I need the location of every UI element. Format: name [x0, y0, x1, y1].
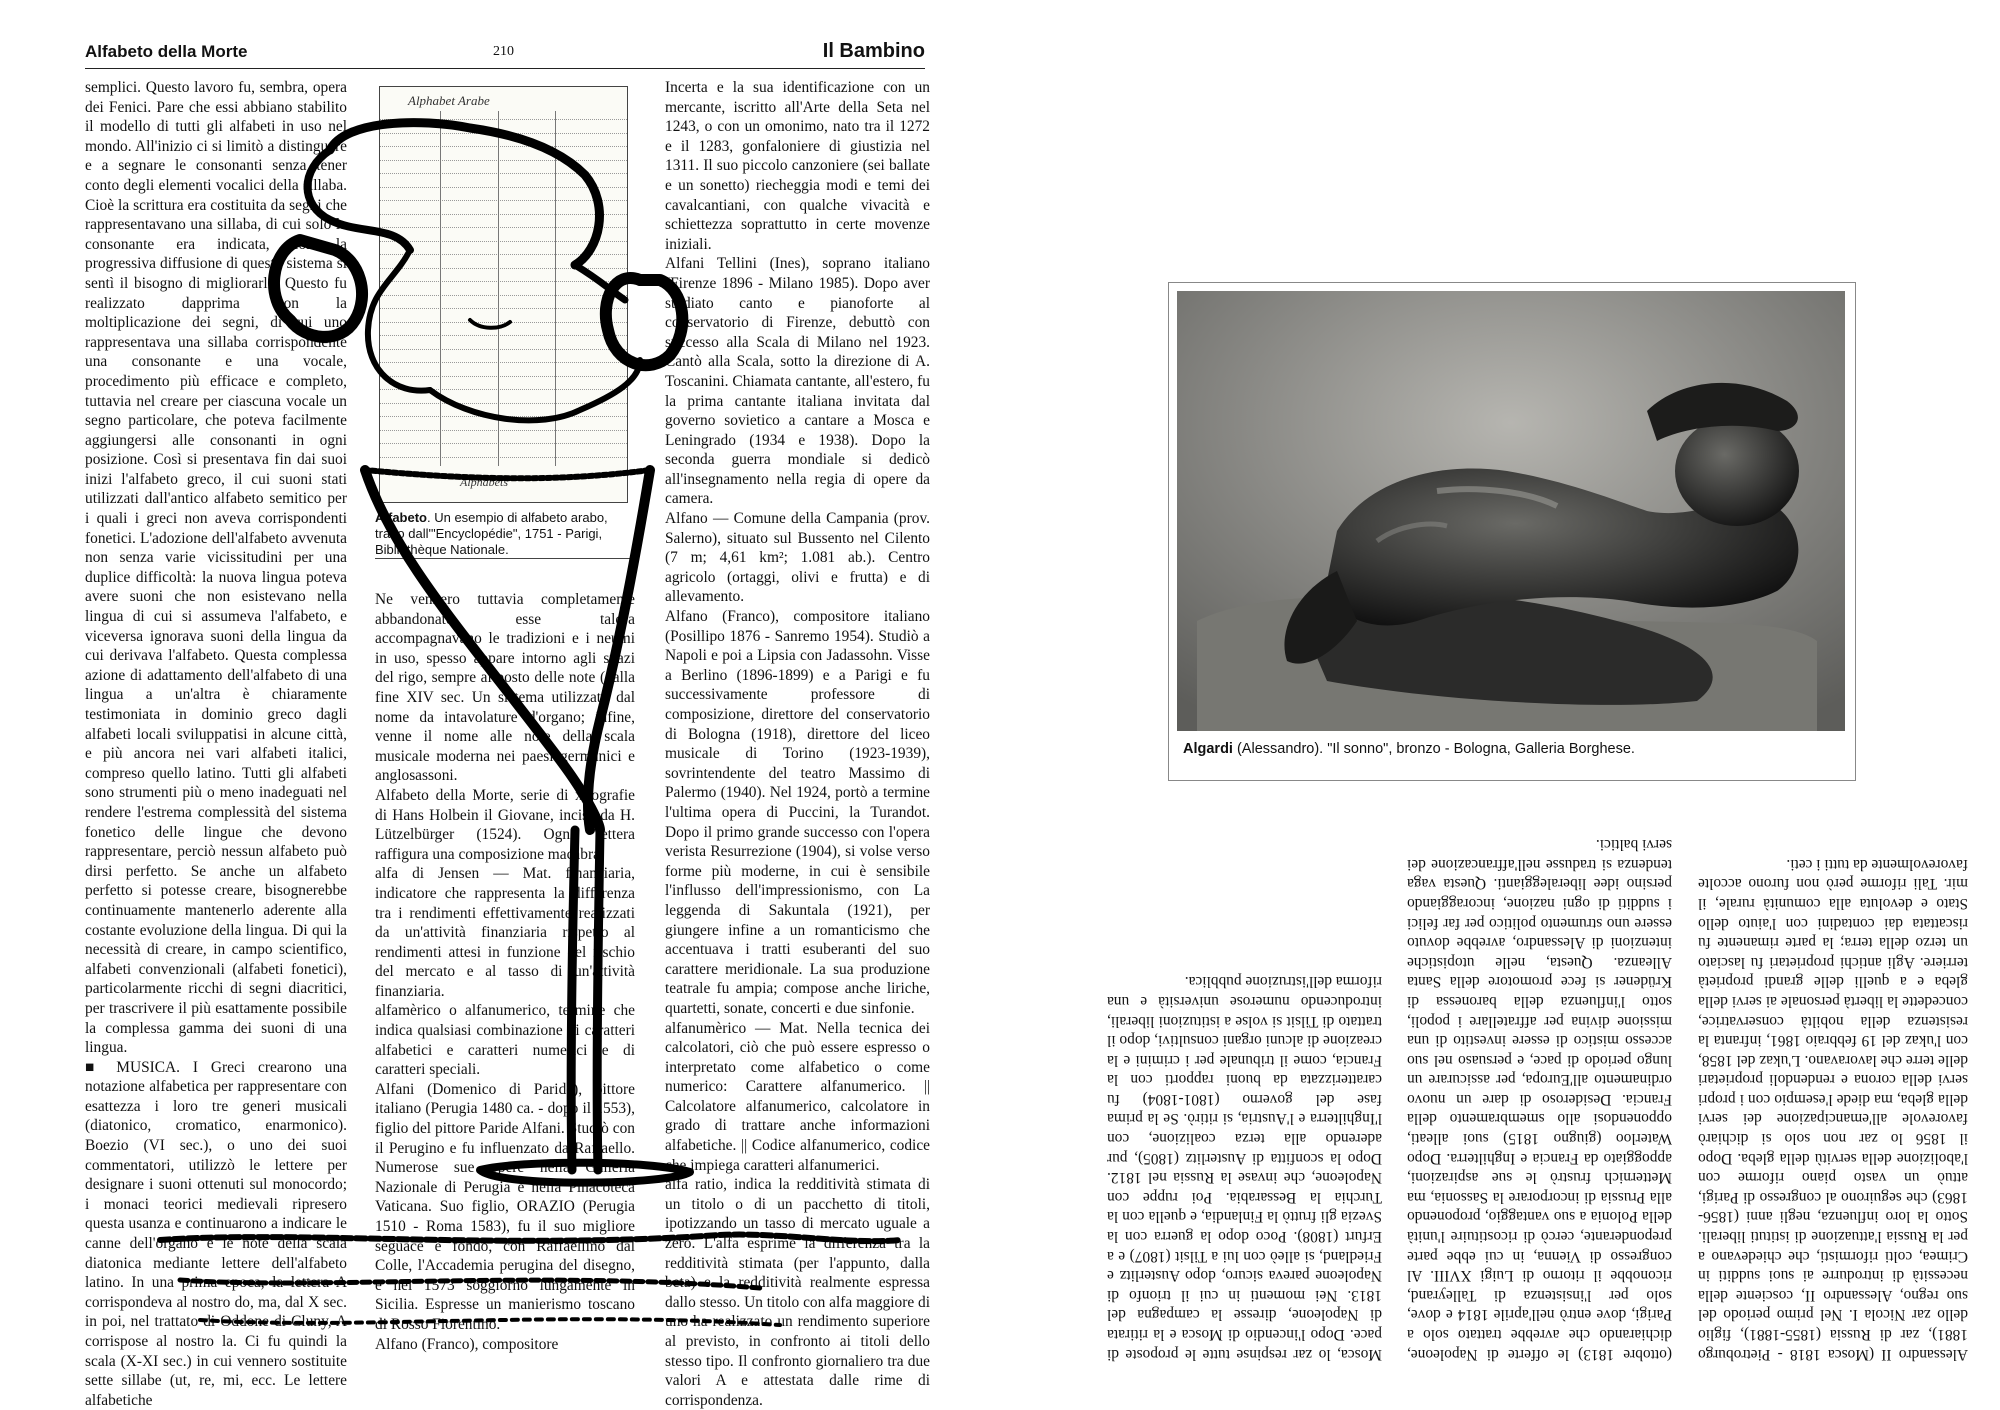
figure-caption-label: Alfabeto [375, 510, 427, 525]
entry-alfa-ratio: alfa ratio, indica la redditività stimata di un titolo o di un pacchetto di titoli, ipotizzando un tasso di mercato uguale a zero. L'alfa esprime la differenza tra la redditività stimata (per l'appunto, dalla beta) e la redditività realmente espressa dallo stesso. Un titolo con alfa maggiore di uno ha realizzato un rendimento superiore al previsto, in confronto ai titoli dello stesso tipo. Il confronto giornaliero tra due valori A e attestata dalle rime di corrispondenza. [665, 1176, 931, 1409]
left-page [0, 0, 960, 1407]
running-head-right: Il Bambino [822, 40, 925, 62]
entry-alfani: Alfani (Domenico di Paride), pittore italiano (Perugia 1480 ca. - dopo il 1553), figlio del pittore Paride Alfani. Studiò con il Perugino e fu influenzato da Raffaello. Numerose sue opere nella Galleria Nazionale di Perugia e nella Pinacoteca Vaticana. Suo figlio, ORAZIO (Perugia 1510 - Roma 1583), fu il suo migliore seguace e fondò, con Raffaellino dal Colle, l'Accademia perugina del disegno, e nel 1573 soggiornò lungamente in Sicilia. Espresse un manierismo toscano di Rosso Fiorentino. [375, 1080, 635, 1333]
bronze-sculpture-image [1177, 291, 1845, 731]
figure-caption-text: . Un esempio di alfabeto arabo, tratto dall'"Encyclopédie", 1751 - Parigi, Bibliothèque Nationale. [375, 510, 608, 557]
table-row-rule [380, 119, 627, 120]
entry-alfanumerico: alfanumèrico — Mat. Nella tecnica dei calcolatori, ciò che può essere espresso o interpretato come alfabetico o come numerico: Carattere alfanumerico. || Calcolatore alfanumerico, calcolatore in grado di trattare anche informazioni alfabetiche. || Codice alfanumerico, codice che impiega caratteri alfanumerici. [665, 1019, 930, 1174]
table-footer: Alphabets [460, 475, 508, 489]
table-row-rule [380, 457, 627, 458]
sculpture-figure [1168, 282, 1856, 781]
figure-rule [375, 558, 630, 559]
text-column-2 [375, 590, 635, 1400]
table-row-rule [380, 241, 627, 242]
entry-alfani-tellini: Alfani Tellini (Ines), soprano italiano (Firenze 1896 - Milano 1985). Dopo aver studiato canto e pianoforte al conservatorio di Firenze, debuttò con successo alla Scala di Milano nel 1923. Cantò alla Scala, sotto la direzione di A. Toscanini. Chiamata cantante, all'estero, fu la prima cantante italiana invitata dal governo sovietico a cantare a Mosca e Leningrado (1934 e 1938). Dopo la seconda guerra mondiale si dedicò all'insegnamento nella regia di opere da camera. [665, 255, 930, 508]
table-row-rule [380, 308, 627, 309]
table-row-rule [380, 200, 627, 201]
entry-alfa-di-jensen: alfa di Jensen — Mat. finanziaria, indicatore che rappresenta la differenza tra i rendimenti effettivamente realizzati da un'attività finanziaria rispetto al rendimenti attesi in funzione del rischio del mercato e al tasso di un'attività finanziaria. [375, 865, 635, 1000]
table-row-rule [380, 416, 627, 417]
paragraph-musica: ■ MUSICA. I Greci crearono una notazione alfabetica per rappresentare con esattezza i loro tre generi musicali (diatonico, cromatico, enarmonico). Boezio (VI sec.), o uno dei suoi commentatori, utilizzò le lettere per designare i suoni ottenuti sul monocordo; i monaci teorici medievali ripresero questa usanza e continuarono a indicare le canne dell'organo e le note della scala diatonica mediante lettere dell'alfabeto latino. In una prima epoca, la lettera A corrispondeva al nostro do, ma, dal X sec. in poi, nel trattato di Oddone di Cluny, A corrispose al nostro la. Ci fu quindi la scala (X-XI sec.) in cui vennero sostituite sette sillabe (ut, re, mi, ecc. Le lettere alfabetiche [85, 1058, 347, 1409]
table-row-rule [380, 322, 627, 323]
table-column-rule [498, 111, 499, 466]
page-number: 210 [493, 44, 514, 59]
paragraph: Incerta e la sua identificazione con un mercante, iscritto all'Arte della Seta nel 1243, o con un omonimo, nato tra il 1272 e il 1283, gonfaloniere di giustizia nel 1311. Il suo piccolo canzoniere (sei ballate e un sonetto) riecheggia modi e temi dei cavalcantiani, con qualche vivacità e schiettezza soprattutto in certe movenze iniziali. [665, 79, 930, 253]
text-column-1 [85, 78, 347, 1409]
table-row-rule [380, 254, 627, 255]
entry-alfano-short: Alfano (Franco), compositore [375, 1335, 559, 1353]
table-row-rule [380, 146, 627, 147]
paragraph: Mosca, lo zar respinse tutte le proposte di pace. Dopo l'incendio di Mosca e la ritirata di Napoleone, diresse la campagna del 1813. Nei momenti in cui il trionfo di Napoleone pareva sicuro, dopo Austerlitz e Friedland, si alleò con lui a Tilsit (1807) e a Erfurt (1808). Poco dopo la guerra con la Svezia gli fruttò la Finlandia, e quella con la Turchia la Bessarabia. Poi ruppe con Napoleone, che invase la Russia nel 1812. Dopo la sconfitta di Austerlitz (1805), pur aderendo alla terza coalizione, con l'Inghilterra e l'Austria, si ritirò. Se la prima fase del governo (1801-1804) fu caratterizzata da buoni rapporti con la Francia, come il tribunale per i crimini e la creazione di alcuni organi consultivi, dopo il trattato di Tilsit si volse a istituzioni liberali, introducendo numerose università e una riforma dell'istruzione pubblica. [1107, 973, 1382, 1363]
photo-caption-label: Algardi [1183, 741, 1233, 757]
table-row-rule [380, 133, 627, 134]
table-row-rule [380, 443, 627, 444]
alphabet-figure [375, 84, 630, 572]
table-row-rule [380, 362, 627, 363]
entry-alessandro-ii: Alessandro II (Mosca 1818 - Pietroburgo 1881), zar di Russia (1855-1881), figlio dello zar Nicola I. Nel primo periodo del suo regno, Alessandro II, cosciente della necessità di introdurre ai suoi sudditi in Crimea, colti riformisti, che chiedevano a per la Russia l'attuazione di istituti liberali. Sotto la loro influenza, negli anni (1856-1863) che seguirono al congresso di Parigi, attuò un vasto piano riforme con l'abolizione della servitù della gleba. Dopo il 1856 lo zar non solo si dichiarò favorevole all'emancipazione dei servi della gleba, ma diede l'esempio con i propri servi della corona e rendendoli proprietari delle terre che lavoravano. L'ukaz del 1858, con l'ukaz del 19 febbraio 1861, infranta la resistenza della nobiltà conservatrice, concedette la libertà personale ai servi della gleba e a quelli delle grandi proprietà terriere. Agli antichi proprietari fu lasciato un terzo della terra; la parte rimanente fu riscattata dai contadini con l'aiuto dello Stato e devoluta alla comunità rurale, il mir. Tali riforme però non furono accolte favorevolmente da tutti i ceti. [1698, 855, 1968, 1363]
table-row-rule [380, 214, 627, 215]
table-row-rule [380, 160, 627, 161]
table-row-rule [380, 268, 627, 269]
table-title: Alphabet Arabe [408, 93, 490, 108]
table-row-rule [380, 187, 627, 188]
table-row-rule [380, 430, 627, 431]
arabic-alphabet-table [379, 86, 628, 503]
running-head [85, 42, 925, 69]
table-row-rule [380, 295, 627, 296]
table-row-rule [380, 281, 627, 282]
table-column-rule [440, 111, 441, 466]
table-column-rule [555, 111, 556, 466]
paragraph: semplici. Questo lavoro fu, sembra, opera dei Fenici. Pare che essi abbiano stabilito il modello di tutti gli alfabeti in uso nel mondo. All'inizio ci si limitò a distinguere e a segnare le consonanti senza tener conto degli elementi vocalici della sillaba. Cioè la scrittura era costituita da segni che rappresentavano una sillaba, di cui solo la consonante era indicata, con la progressiva diffusione di questo sistema si sentì il bisogno di migliorarlo. Questo fu realizzato dapprima con la moltiplicazione dei segni, di cui uno rappresentava una sillaba corrispondente una consonante e una vocale, procedimento più efficace e completo, tuttavia nel creare per ciascuna vocale un segno particolare, che poteva facilmente aggiungersi alle consonanti in ogni posizione. Così si presentava fin dai suoi inizi l'alfabeto greco, il cui suoni stati utilizzati dall'antico alfabeto semitico per i quali i greci non aveva corrispondenti fonetici. L'adozione dell'alfabeto avvenuta non senza varie vicissitudini per una duplice difficoltà: la nuova lingua poteva avere suoni che non esistevano nella lingua di cui si assumeva l'alfabeto, e viceversa ignorava suoni della lingua da cui derivava l'alfabeto. Questa complessa azione di adattamento dell'alfabeto di una lingua a un'altra è chiaramente testimoniata in dominio greco dagli alfabeti locali sviluppatisi in alcune città, e più ancora nei vari alfabeti italici, compreso quello latino. Tutti gli alfabeti sono strumenti più o meno inadeguati nel rendere l'estrema complessità del sistema fonetico delle lingue che devono rappresentare, perciò nessun alfabeto può dirsi perfetto. Se anche un alfabeto perfetto si potesse creare, bisognerebbe continuamente mantenerlo aderente alla costante evoluzione della lingua. Di qui la necessità di creare, in campo scientifico, alfabeti convenzionali (alfabeti fonetici), particolarmente ricchi di segni diacritici, per trascrivere il più esattamente possibile la complessa gamma dei suoni di una lingua. [85, 79, 347, 1057]
table-row-rule [380, 376, 627, 377]
table-row-rule [380, 403, 627, 404]
figure-caption [375, 510, 630, 558]
photo-caption-text: (Alessandro). "Il sonno", bronzo - Bologna, Galleria Borghese. [1232, 741, 1635, 757]
photo-caption [1183, 741, 1635, 757]
sculpture-photo [1177, 291, 1845, 731]
text-column-3 [665, 78, 931, 1409]
running-head-left: Alfabeto della Morte [85, 42, 248, 61]
table-row-rule [380, 349, 627, 350]
entry-alfamerico: alfamèrico o alfanumerico, termine che indica qualsiasi combinazione di caratteri alfabetici e caratteri numerici e di caratteri speciali. [375, 1002, 635, 1079]
table-row-rule [380, 173, 627, 174]
table-row-rule [380, 335, 627, 336]
paragraph: Ne vennero tuttavia completamente abbandonate, esse talora accompagnavano le tradizioni e i neumi in uso, spesso appare intorno agli spazi del rigo, sempre al posto delle note (dalla fine XIV sec. Un sistema utilizzato dal nome da intavolature d'organo; infine, venne il nome alle note della scala musicale moderna nei paesi germanici e anglosassoni. [375, 591, 635, 785]
table-row-rule [380, 389, 627, 390]
paragraph: (ottobre 1813) le offerte di Napoleone, dichiarando che avrebbe trattato solo a Parigi, dove entrò nell'aprile 1814 e dove, solo per l'insistenza di Talleyrand, riconobbe il ritorno di Luigi XVIII. Al congresso di Vienna, in cui ebbe parte preponderante, cercò di ricostituire l'unità della Polonia a suo vantaggio, proponendo alla Prussia di incorporare la Sassonia, ma Metternich frustrò le sue aspirazioni, appoggiato da Francia e Inghilterra. Dopo Waterloo (giugno 1815) suoi alleati, opponendosi allo smembramento della Francia. Desideroso di dare un nuovo ordinamento all'Europa, per assicurare un lungo periodo di pace, e persuaso nel suo accesso mistico di essere investito di una missione divina per affratellare i popoli, sotto l'influenza della baronessa di Krüdener si fece promotore della Santa Alleanza. Questa, nelle utopistiche intenzioni di Alessandro, avrebbe dovuto essere uno strumento politico per far felici i sudditi di ogni nazione, incoraggiando persino idee liberaleggianti. Questa vaga tendenza si tradusse nell'affrancazione dei servi baltici. [1407, 836, 1672, 1363]
entry-alfabeto-della-morte: Alfabeto della Morte, serie di xilografie di Hans Holbein il Giovane, incise da H. Lützelbürger (1524). Ogni lettera raffigura una composizione macabra. [375, 786, 635, 863]
entry-alfano-comune: Alfano — Comune della Campania (prov. Salerno), situato sul Bussento nel Cilento (7 m; 4,61 km²; 1.081 ab.). Centro agricolo (ortaggi, olivi e frutta) e di allevamento. [665, 510, 930, 606]
entry-alfano-franco: Alfano (Franco), compositore italiano (Posillipo 1876 - Sanremo 1954). Studiò a Napoli e poi a Lipsia con Jadassohn. Visse a Berlino (1896-1899) e a Parigi e fu successivamente professore di composizione, direttore del conservatorio di Bologna (1918), direttore del liceo musicale di Torino (1923-1939), sovrintendente del teatro Massimo di Palermo (1940). Nel 1924, portò a termine l'ultima opera di Puccini, la Turandot. Dopo il primo grande successo con l'opera verista Resurrezione (1904), si volse verso forme più moderne, in cui è sensibile l'influsso dell'impressionismo, con La leggenda di Sakuntala (1921), per giungere infine a un romanticismo che accentuava i tratti esuberanti del suo carattere meridionale. La sua produzione teatrale fu ampia; compose anche liriche, quartetti, sonate, concerti e due sinfonie. [665, 608, 930, 1017]
table-row-rule [380, 227, 627, 228]
